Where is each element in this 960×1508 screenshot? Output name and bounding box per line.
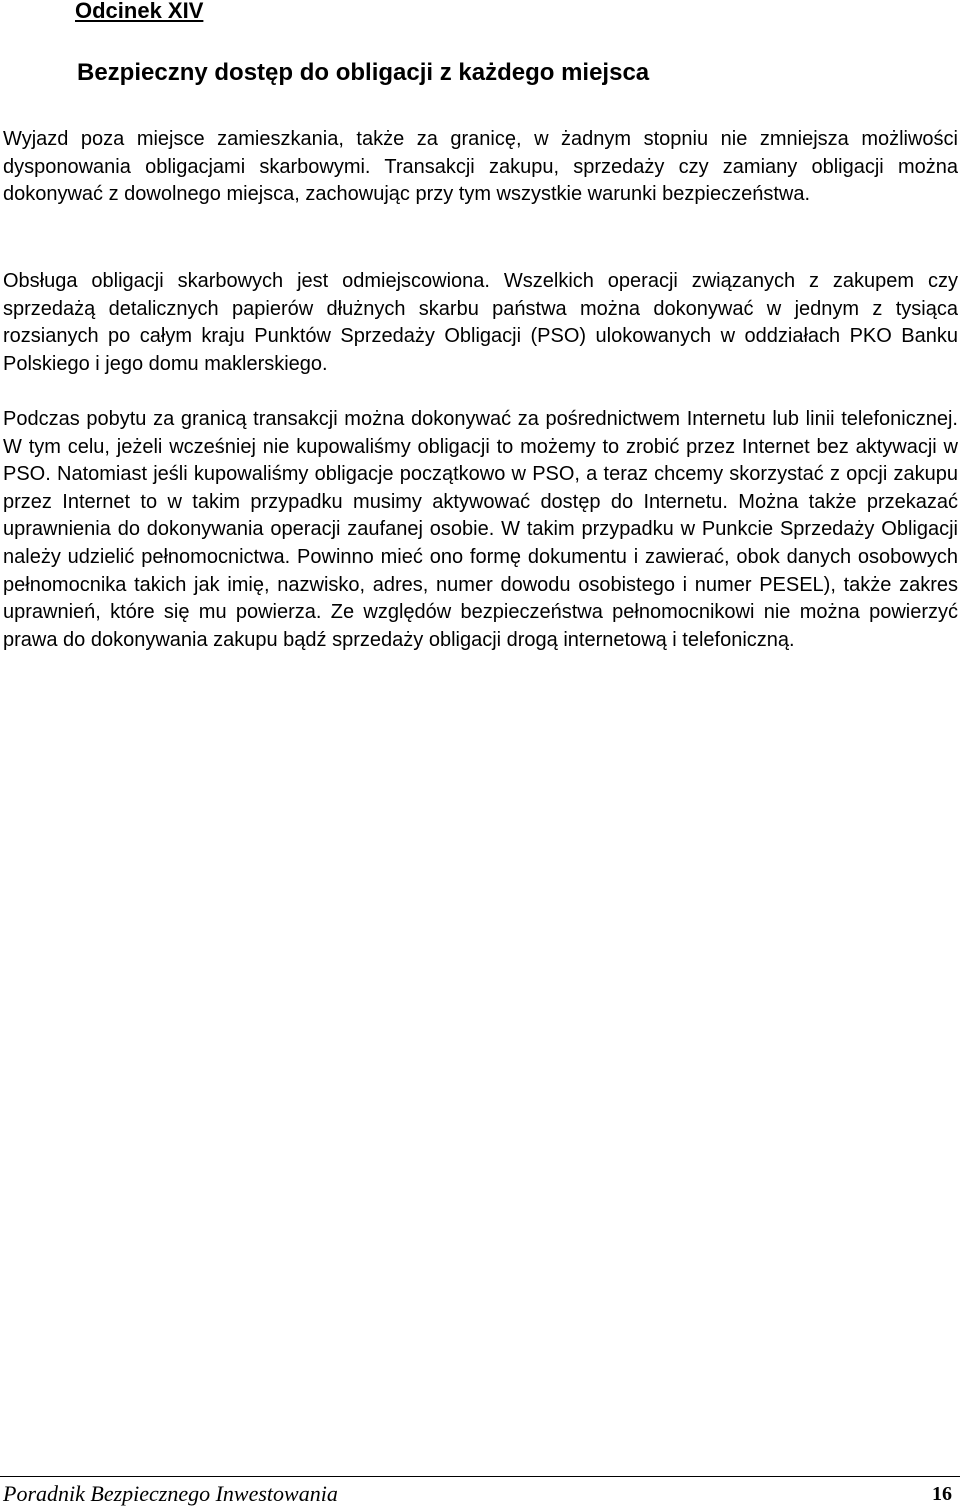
section-label: Odcinek XIV: [75, 0, 204, 23]
page-title: Bezpieczny dostęp do obligacji z każdego miejsca: [77, 59, 650, 86]
paragraph-service-points: Obsługa obligacji skarbowych jest odmiejscowiona. Wszelkich operacji związanych z zakupem czy sprzedażą detalicznych papierów dłużnych skarbu państwa można dokonywać w jednym z tysiąca rozsianych po całym kraju Punktów Sprzedaży Obligacji (PSO) ulokowanych w oddziałach PKO Banku Polskiego i jego domu maklerskiego.: [3, 270, 958, 375]
footer-divider: [0, 1476, 960, 1477]
paragraph-remote-transactions: Podczas pobytu za granicą transakcji można dokonywać za pośrednictwem Internetu lub linii telefonicznej. W tym celu, jeżeli wcześniej nie kupowaliśmy obligacji to możemy to zrobić przez Internet bez aktywacji w PSO. Natomiast jeśli kupowaliśmy obligacje początkowo w PSO, a teraz chcemy skorzystać z opcji zakupu przez Internet to w takim przypadku musimy aktywować dostęp do Internetu. Można także przekazać uprawnienia do dokonywania operacji zaufanej osobie. W takim przypadku w Punkcie Sprzedaży Obligacji należy udzielić pełnomocnictwa. Powinno mieć ono formę dokumentu i zawierać, obok danych osobowych pełnomocnika takich jak imię, nazwisko, adres, numer dowodu osobistego i numer PESEL), także zakres uprawnień, które się mu powierza. Ze względów bezpieczeństwa pełnomocnikowi nie można powierzyć prawa do dokonywania zakupu bądź sprzedaży obligacji drogą internetową i telefoniczną.: [3, 408, 958, 651]
page-number: 16: [932, 1483, 952, 1505]
footer-publication-title: Poradnik Bezpiecznego Inwestowania: [3, 1481, 338, 1506]
paragraph-travel-abroad: Wyjazd poza miejsce zamieszkania, także za granicę, w żadnym stopniu nie zmniejsza możliwości dysponowania obligacjami skarbowymi. Transakcji zakupu, sprzedaży czy zamiany obligacji można dokonywać z dowolnego miejsca, zachowując przy tym wszystkie warunki bezpieczeństwa.: [3, 128, 958, 206]
